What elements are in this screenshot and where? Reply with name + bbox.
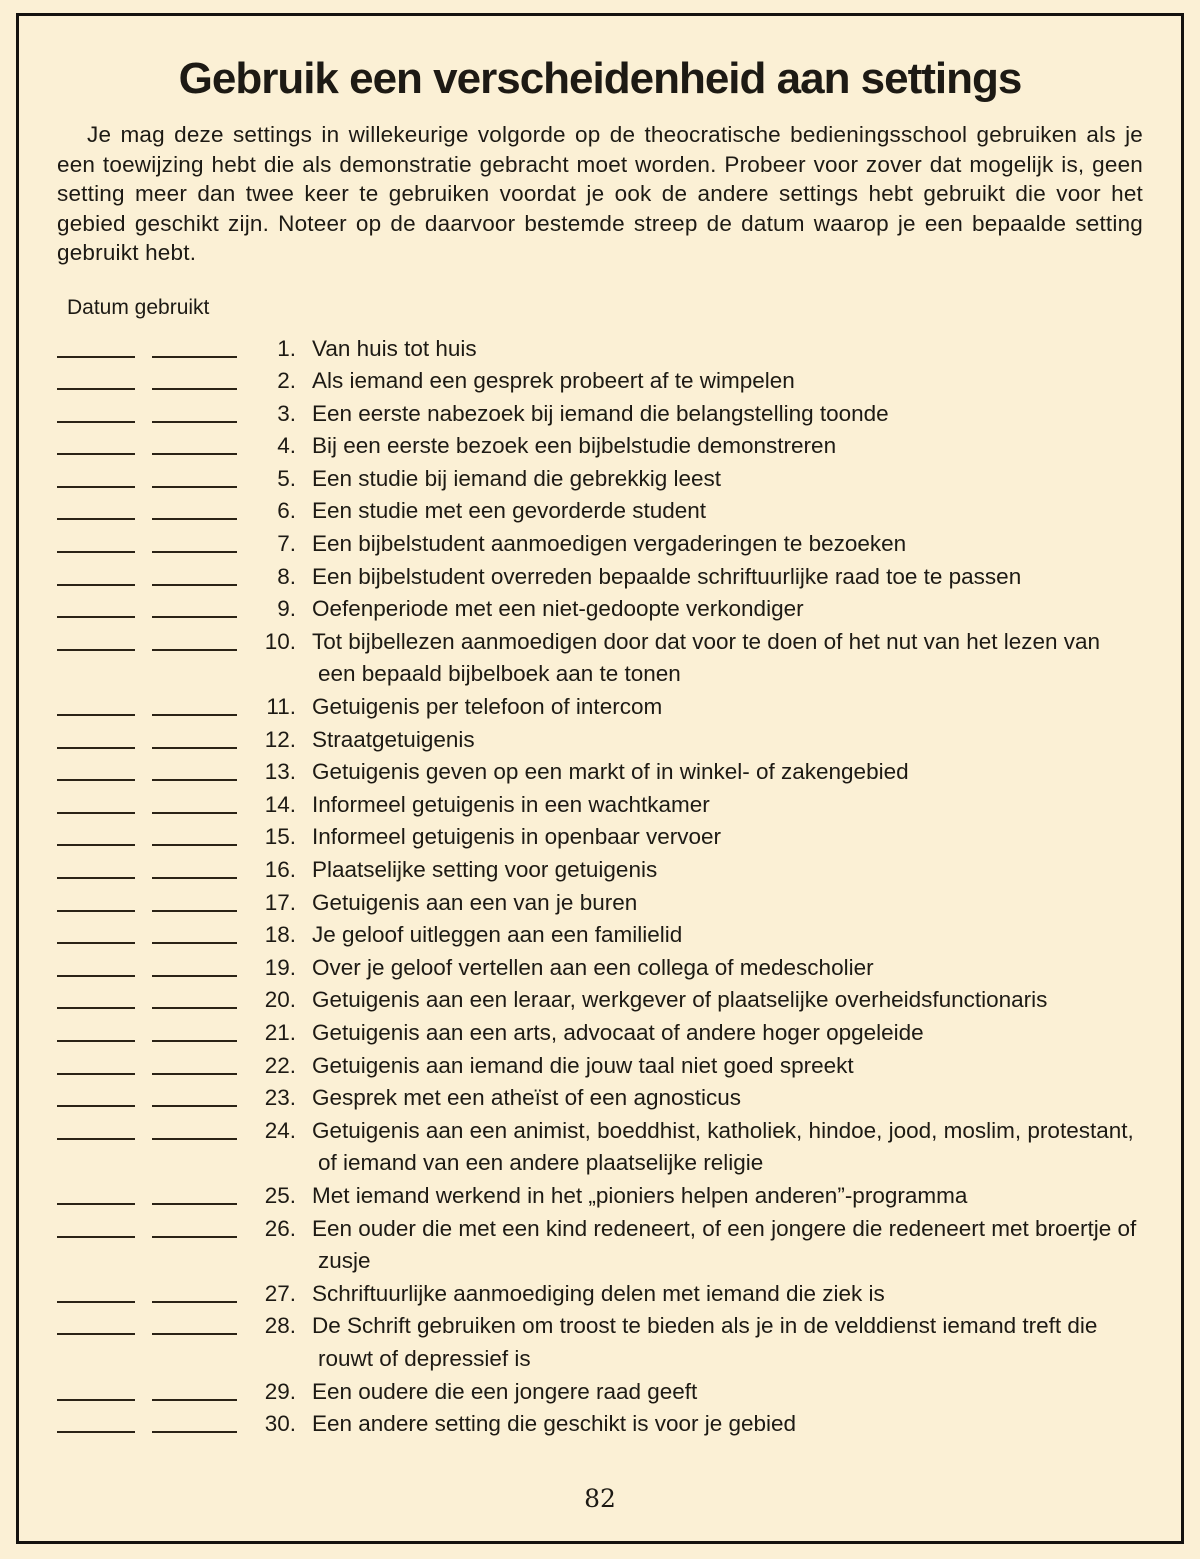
list-item: [57, 1213, 1143, 1278]
date-blank-line-1: [57, 430, 135, 455]
date-blank-line-1: [57, 495, 135, 520]
date-blank-line-2: [152, 1376, 237, 1401]
date-blank-line-1: [57, 756, 135, 781]
date-blank-line-2: [152, 593, 237, 618]
item-label: Straatgetuigenis: [312, 726, 475, 752]
item-label: Getuigenis aan een van je buren: [312, 889, 638, 915]
item-label: Een studie met een gevorderde student: [312, 498, 707, 524]
item-number: 24.: [264, 1117, 296, 1143]
item-label: Schriftuurlijke aanmoediging delen met iemand die ziek is: [312, 1280, 885, 1306]
item-number: 30.: [264, 1411, 296, 1437]
item-label: Informeel getuigenis in een wachtkamer: [312, 791, 710, 817]
date-blank-line-1: [57, 887, 135, 912]
date-blank-line-1: [57, 724, 135, 749]
item-number: 6.: [277, 498, 296, 524]
list-item: [57, 1278, 1143, 1311]
date-blank-line-2: [152, 1408, 237, 1433]
date-blank-line-1: [57, 1376, 135, 1401]
item-label: Gesprek met een atheïst of een agnosticus: [312, 1085, 742, 1111]
item-number: 19.: [264, 954, 296, 980]
date-blank-line-2: [152, 430, 237, 455]
date-blank-line-2: [152, 528, 237, 553]
item-number: 29.: [264, 1378, 296, 1404]
item-label: Getuigenis geven op een markt of in winkel- of zakengebied: [312, 759, 909, 785]
list-item: [57, 691, 1143, 724]
item-label: Getuigenis per telefoon of intercom: [312, 694, 663, 720]
date-blank-line-2: [152, 691, 237, 716]
date-blank-line-2: [152, 724, 237, 749]
list-item: [57, 626, 1143, 691]
item-number: 5.: [277, 465, 296, 491]
date-blank-line-2: [152, 365, 237, 390]
date-blank-line-1: [57, 1278, 135, 1303]
date-blank-line-1: [57, 854, 135, 879]
item-label: Een bijbelstudent aanmoedigen vergaderingen te bezoeken: [312, 531, 907, 557]
list-item: [57, 528, 1143, 561]
date-blank-line-2: [152, 756, 237, 781]
intro-paragraph: Je mag deze settings in willekeurige volgorde op de theocratische bedieningsschool gebruiken als je een toewijzing hebt die als demonstratie gebracht moet worden. Probeer voor zover dat mogelijk is, geen setting meer dan twee keer te gebruiken voordat je ook de andere settings hebt gebruikt die voor het gebied geschikt zijn. Noteer op de daarvoor bestemde streep de datum waarop je een bepaalde setting gebruikt hebt.: [57, 122, 1143, 265]
date-blank-line-2: [152, 1115, 237, 1140]
date-blank-line-2: [152, 333, 237, 358]
item-label: Bij een eerste bezoek een bijbelstudie demonstreren: [312, 433, 837, 459]
item-label: Een oudere die een jongere raad geeft: [312, 1378, 698, 1404]
list-item: [57, 919, 1143, 952]
item-label: De Schrift gebruiken om troost te bieden als je in de velddienst iemand treft die rouwt of depressief is: [312, 1313, 1098, 1371]
item-label: Als iemand een gesprek probeert af te wimpelen: [312, 368, 795, 394]
item-number: 16.: [264, 857, 296, 882]
item-label: Met iemand werkend in het „pioniers helpen anderen”-programma: [312, 1182, 968, 1208]
item-number: 22.: [264, 1052, 296, 1078]
item-number: 20.: [264, 987, 296, 1013]
date-column-header: Datum gebruikt: [67, 295, 210, 319]
date-blank-line-2: [152, 919, 237, 944]
date-blank-line-1: [57, 528, 135, 553]
date-blank-line-1: [57, 984, 135, 1009]
date-blank-line-1: [57, 1213, 135, 1238]
date-blank-line-1: [57, 1082, 135, 1107]
date-blank-line-1: [57, 821, 135, 846]
item-label: Getuigenis aan een arts, advocaat of andere hoger opgeleide: [312, 1019, 924, 1045]
item-label: Een andere setting die geschikt is voor je gebied: [312, 1411, 797, 1437]
item-number: 23.: [264, 1085, 296, 1111]
page-frame: [16, 13, 1184, 1544]
item-number: 3.: [277, 400, 296, 426]
date-blank-line-1: [57, 1408, 135, 1433]
list-item: [57, 463, 1143, 496]
date-blank-line-2: [152, 952, 237, 977]
item-number: 18.: [264, 922, 296, 948]
page-title: Gebruik een verscheidenheid aan settings: [178, 54, 1022, 103]
date-blank-line-1: [57, 691, 135, 716]
date-blank-line-1: [57, 561, 135, 586]
list-item: [57, 1376, 1143, 1409]
date-blank-line-1: [57, 919, 135, 944]
list-item: [57, 756, 1143, 789]
date-blank-line-1: [57, 789, 135, 814]
item-number: 1.: [277, 335, 296, 361]
list-item: [57, 1310, 1143, 1375]
item-label: Getuigenis aan iemand die jouw taal niet goed spreekt: [312, 1052, 854, 1078]
list-item: [57, 430, 1143, 463]
date-blank-line-2: [152, 789, 237, 814]
list-item: [57, 821, 1143, 854]
list-item: [57, 398, 1143, 431]
date-blank-line-1: [57, 1050, 135, 1075]
item-label: Over je geloof vertellen aan een collega of medescholier: [312, 954, 874, 980]
list-item: [57, 854, 1143, 887]
item-number: 21.: [264, 1019, 296, 1045]
page-number: 82: [584, 1484, 616, 1513]
item-number: 14.: [264, 791, 296, 817]
date-blank-line-2: [152, 561, 237, 586]
item-number: 27.: [264, 1280, 296, 1306]
item-label: Een eerste nabezoek bij iemand die belangstelling toonde: [312, 400, 889, 426]
date-blank-line-1: [57, 1115, 135, 1140]
item-number: 17.: [264, 889, 296, 915]
date-blank-line-1: [57, 952, 135, 977]
item-number: 26.: [264, 1215, 296, 1241]
list-item: [57, 1115, 1143, 1180]
item-number: 13.: [264, 759, 296, 785]
date-blank-line-2: [152, 463, 237, 488]
date-blank-line-2: [152, 1050, 237, 1075]
list-item: [57, 789, 1143, 822]
item-number: 2.: [277, 368, 296, 394]
list-item: [57, 1082, 1143, 1115]
list-item: [57, 495, 1143, 528]
date-blank-line-2: [152, 887, 237, 912]
item-label: Getuigenis aan een animist, boeddhist, katholiek, hindoe, jood, moslim, protestant, of iemand van een andere plaatselijke religie: [312, 1117, 1134, 1176]
list-item: [57, 561, 1143, 594]
item-label: Een bijbelstudent overreden bepaalde schriftuurlijke raad toe te passen: [312, 563, 1022, 589]
item-label: Tot bijbellezen aanmoedigen door dat voor te doen of het nut van het lezen van een bepaald bijbelboek aan te tonen: [312, 628, 1101, 687]
date-blank-line-1: [57, 365, 135, 390]
item-label: Een ouder die met een kind redeneert, of een jongere die redeneert met broertje of zusje: [312, 1215, 1137, 1274]
item-number: 15.: [264, 824, 296, 850]
item-number: 12.: [264, 726, 296, 752]
item-label: Een studie bij iemand die gebrekkig leest: [312, 465, 721, 491]
date-blank-line-1: [57, 1180, 135, 1205]
list-item: [57, 365, 1143, 398]
date-blank-line-1: [57, 398, 135, 423]
date-blank-line-1: [57, 333, 135, 358]
date-blank-line-2: [152, 1017, 237, 1042]
date-blank-line-2: [152, 1310, 237, 1335]
item-number: 8.: [277, 563, 296, 589]
item-number: 28.: [264, 1313, 296, 1339]
list-item: [57, 724, 1143, 757]
date-blank-line-2: [152, 1213, 237, 1238]
list-item: [57, 1050, 1143, 1083]
list-item: [57, 593, 1143, 626]
item-number: 11.: [266, 694, 296, 720]
date-blank-line-2: [152, 821, 237, 846]
item-label: Informeel getuigenis in openbaar vervoer: [312, 824, 721, 850]
date-blank-line-2: [152, 1082, 237, 1107]
item-label: Van huis tot huis: [312, 335, 477, 361]
date-blank-line-1: [57, 1310, 135, 1335]
item-number: 4.: [277, 433, 296, 459]
date-blank-line-2: [152, 398, 237, 423]
item-number: 9.: [277, 596, 296, 622]
date-blank-line-1: [57, 626, 135, 651]
list-item: [57, 887, 1143, 920]
item-number: 10.: [264, 628, 296, 654]
settings-list: [57, 333, 1143, 1441]
item-label: Getuigenis aan een leraar, werkgever of plaatselijke overheidsfunctionaris: [312, 987, 1048, 1013]
date-blank-line-2: [152, 984, 237, 1009]
list-item: [57, 1017, 1143, 1050]
date-blank-line-2: [152, 626, 237, 651]
date-blank-line-2: [152, 854, 237, 879]
item-label: Plaatselijke setting voor getuigenis: [312, 857, 658, 882]
date-blank-line-1: [57, 463, 135, 488]
list-item: [57, 1180, 1143, 1213]
list-item: [57, 333, 1143, 366]
date-blank-line-2: [152, 1180, 237, 1205]
list-item: [57, 984, 1143, 1017]
item-label: Je geloof uitleggen aan een familielid: [312, 922, 683, 948]
date-blank-line-1: [57, 593, 135, 618]
item-number: 7.: [277, 531, 296, 557]
list-item: [57, 952, 1143, 985]
date-blank-line-2: [152, 495, 237, 520]
list-item: [57, 1408, 1143, 1441]
item-label: Oefenperiode met een niet-gedoopte verkondiger: [312, 596, 804, 622]
item-number: 25.: [264, 1182, 296, 1208]
date-blank-line-2: [152, 1278, 237, 1303]
date-blank-line-1: [57, 1017, 135, 1042]
